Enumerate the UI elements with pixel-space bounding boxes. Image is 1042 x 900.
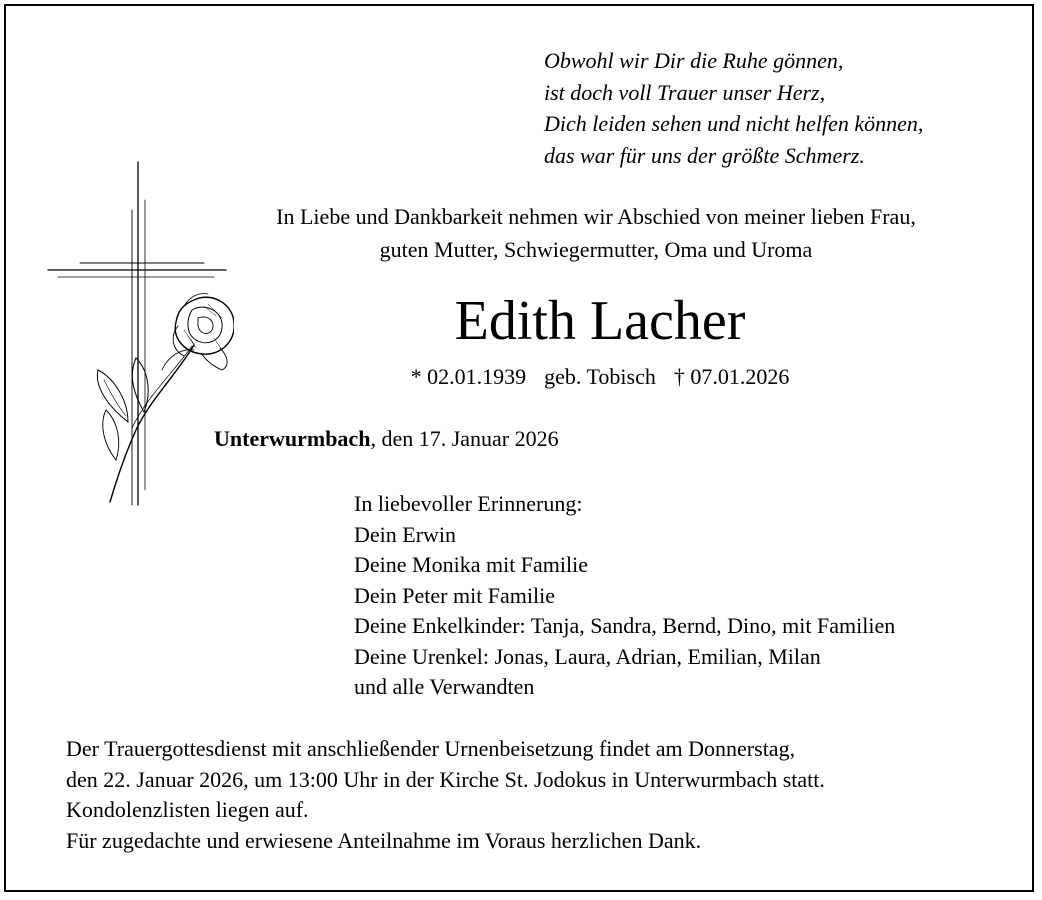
intro-line: In Liebe und Dankbarkeit nehmen wir Abschied von meiner lieben Frau, — [276, 204, 916, 229]
birth-date: * 02.01.1939 — [410, 364, 527, 389]
place-and-date — [214, 424, 559, 454]
poem-line: Obwohl wir Dir die Ruhe gönnen, — [544, 48, 844, 73]
poem-line: ist doch voll Trauer unser Herz, — [544, 79, 826, 105]
life-dates — [300, 362, 900, 392]
notice-date: , den 17. Januar 2026 — [370, 426, 559, 451]
mourners-list — [354, 489, 895, 703]
death-date: † 07.01.2026 — [673, 364, 790, 389]
intro-line: guten Mutter, Schwiegermutter, Oma und Uroma — [379, 237, 813, 262]
mourner-line: und alle Verwandten — [354, 674, 535, 699]
mourner-line: Deine Enkelkinder: Tanja, Sandra, Bernd, Dino, mit Familien — [354, 613, 896, 638]
mourner-line: Dein Peter mit Familie — [354, 582, 556, 608]
mourner-line: In liebevoller Erinnerung: — [354, 491, 583, 516]
mourner-line: Deine Urenkel: Jonas, Laura, Adrian, Emilian, Milan — [354, 643, 821, 669]
place-name: Unterwurmbach — [214, 426, 371, 451]
notice-line: den 22. Januar 2026, um 13:00 Uhr in der Kirche St. Jodokus in Unterwurmbach statt. — [66, 766, 825, 792]
memorial-poem — [544, 45, 923, 171]
notice-line: Für zugedachte und erwiesene Anteilnahme im Voraus herzlichen Dank. — [66, 827, 702, 853]
deceased-name: Edith Lacher — [454, 290, 746, 352]
notice-line: Kondolenzlisten liegen auf. — [66, 797, 309, 822]
mourner-line: Dein Erwin — [354, 521, 457, 547]
notice-line: Der Trauergottesdienst mit anschließender Urnenbeisetzung findet am Donnerstag, — [66, 736, 796, 761]
farewell-intro — [170, 200, 1022, 266]
maiden-name: geb. Tobisch — [544, 364, 656, 389]
service-notice — [66, 734, 825, 856]
poem-line: das war für uns der größte Schmerz. — [544, 142, 865, 168]
mourner-line: Deine Monika mit Familie — [354, 552, 589, 577]
poem-line: Dich leiden sehen und nicht helfen können, — [544, 111, 924, 136]
